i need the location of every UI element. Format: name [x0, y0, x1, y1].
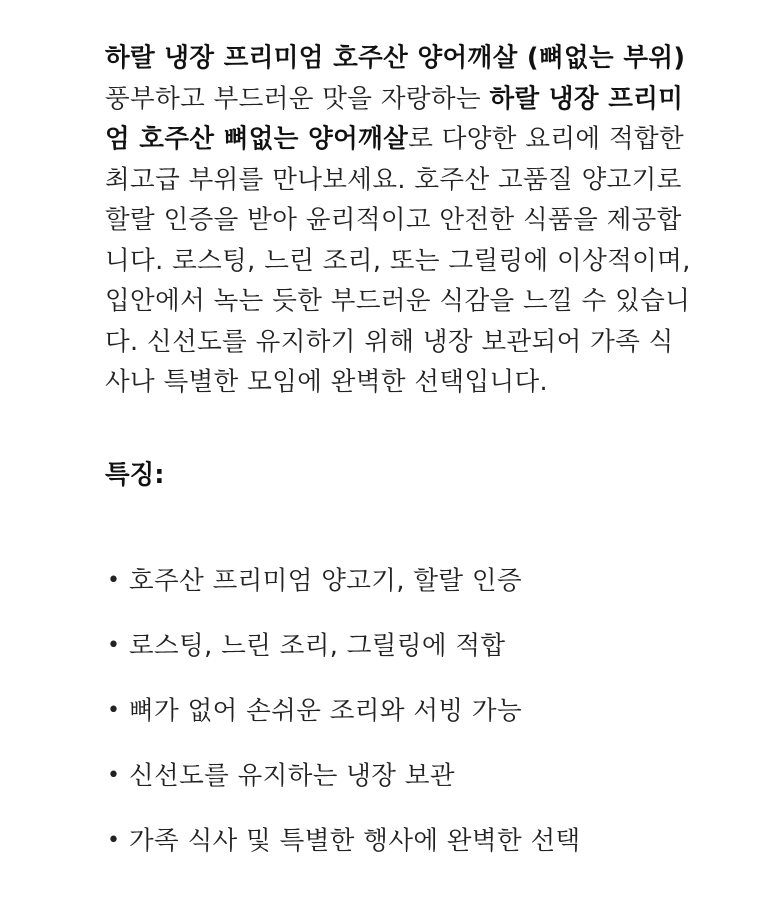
feature-item [105, 561, 730, 601]
feature-item [105, 691, 730, 731]
features-list [105, 561, 730, 861]
description-line [105, 119, 730, 160]
product-title-bold: 하랄 냉장 프리미엄 호주산 양어깨살 (뼈없는 부위) [105, 43, 686, 73]
feature-text: 뼈가 없어 손쉬운 조리와 서빙 가능 [129, 695, 522, 726]
feature-text: 신선도를 유지하는 냉장 보관 [129, 760, 455, 791]
description-line: 사나 특별한 모임에 완벽한 선택입니다. [105, 367, 549, 397]
description-text: 풍부하고 부드러운 맛을 자랑하는 [105, 83, 490, 114]
description-line [105, 38, 730, 79]
feature-text: 로스팅, 느린 조리, 그릴링에 적합 [129, 630, 506, 661]
description-line: 할랄 인증을 받아 윤리적이고 안전한 식품을 제공합 [105, 205, 682, 235]
description-bold-text: 엄 호주산 뼈없는 양어깨살 [105, 124, 409, 154]
description-line: 최고급 부위를 만나보세요. 호주산 고품질 양고기로 [105, 164, 682, 195]
description-text: 로 다양한 요리에 적합한 [408, 124, 685, 154]
bullet-icon: • [107, 697, 121, 723]
bullet-icon: • [107, 762, 121, 788]
description-bold-text: 하랄 냉장 프리미 [489, 83, 684, 114]
product-description-section [105, 38, 730, 886]
bullet-icon: • [107, 827, 121, 853]
feature-item [105, 626, 730, 666]
bullet-icon: • [107, 632, 121, 658]
feature-text: 가족 식사 및 특별한 행사에 완벽한 선택 [129, 825, 581, 856]
product-description [105, 38, 730, 403]
description-line: 입안에서 녹는 듯한 부드러운 식감을 느낄 수 있습니 [105, 286, 691, 316]
features-heading: 특징: [105, 459, 165, 490]
bullet-icon: • [107, 567, 121, 593]
feature-item [105, 756, 730, 796]
feature-item [105, 821, 730, 861]
description-line: 니다. 로스팅, 느린 조리, 또는 그릴링에 이상적이며, [105, 245, 691, 276]
description-line [105, 79, 730, 120]
feature-text: 호주산 프리미엄 양고기, 할랄 인증 [129, 565, 522, 596]
description-line: 다. 신선도를 유지하기 위해 냉장 보관되어 가족 식 [105, 326, 674, 357]
